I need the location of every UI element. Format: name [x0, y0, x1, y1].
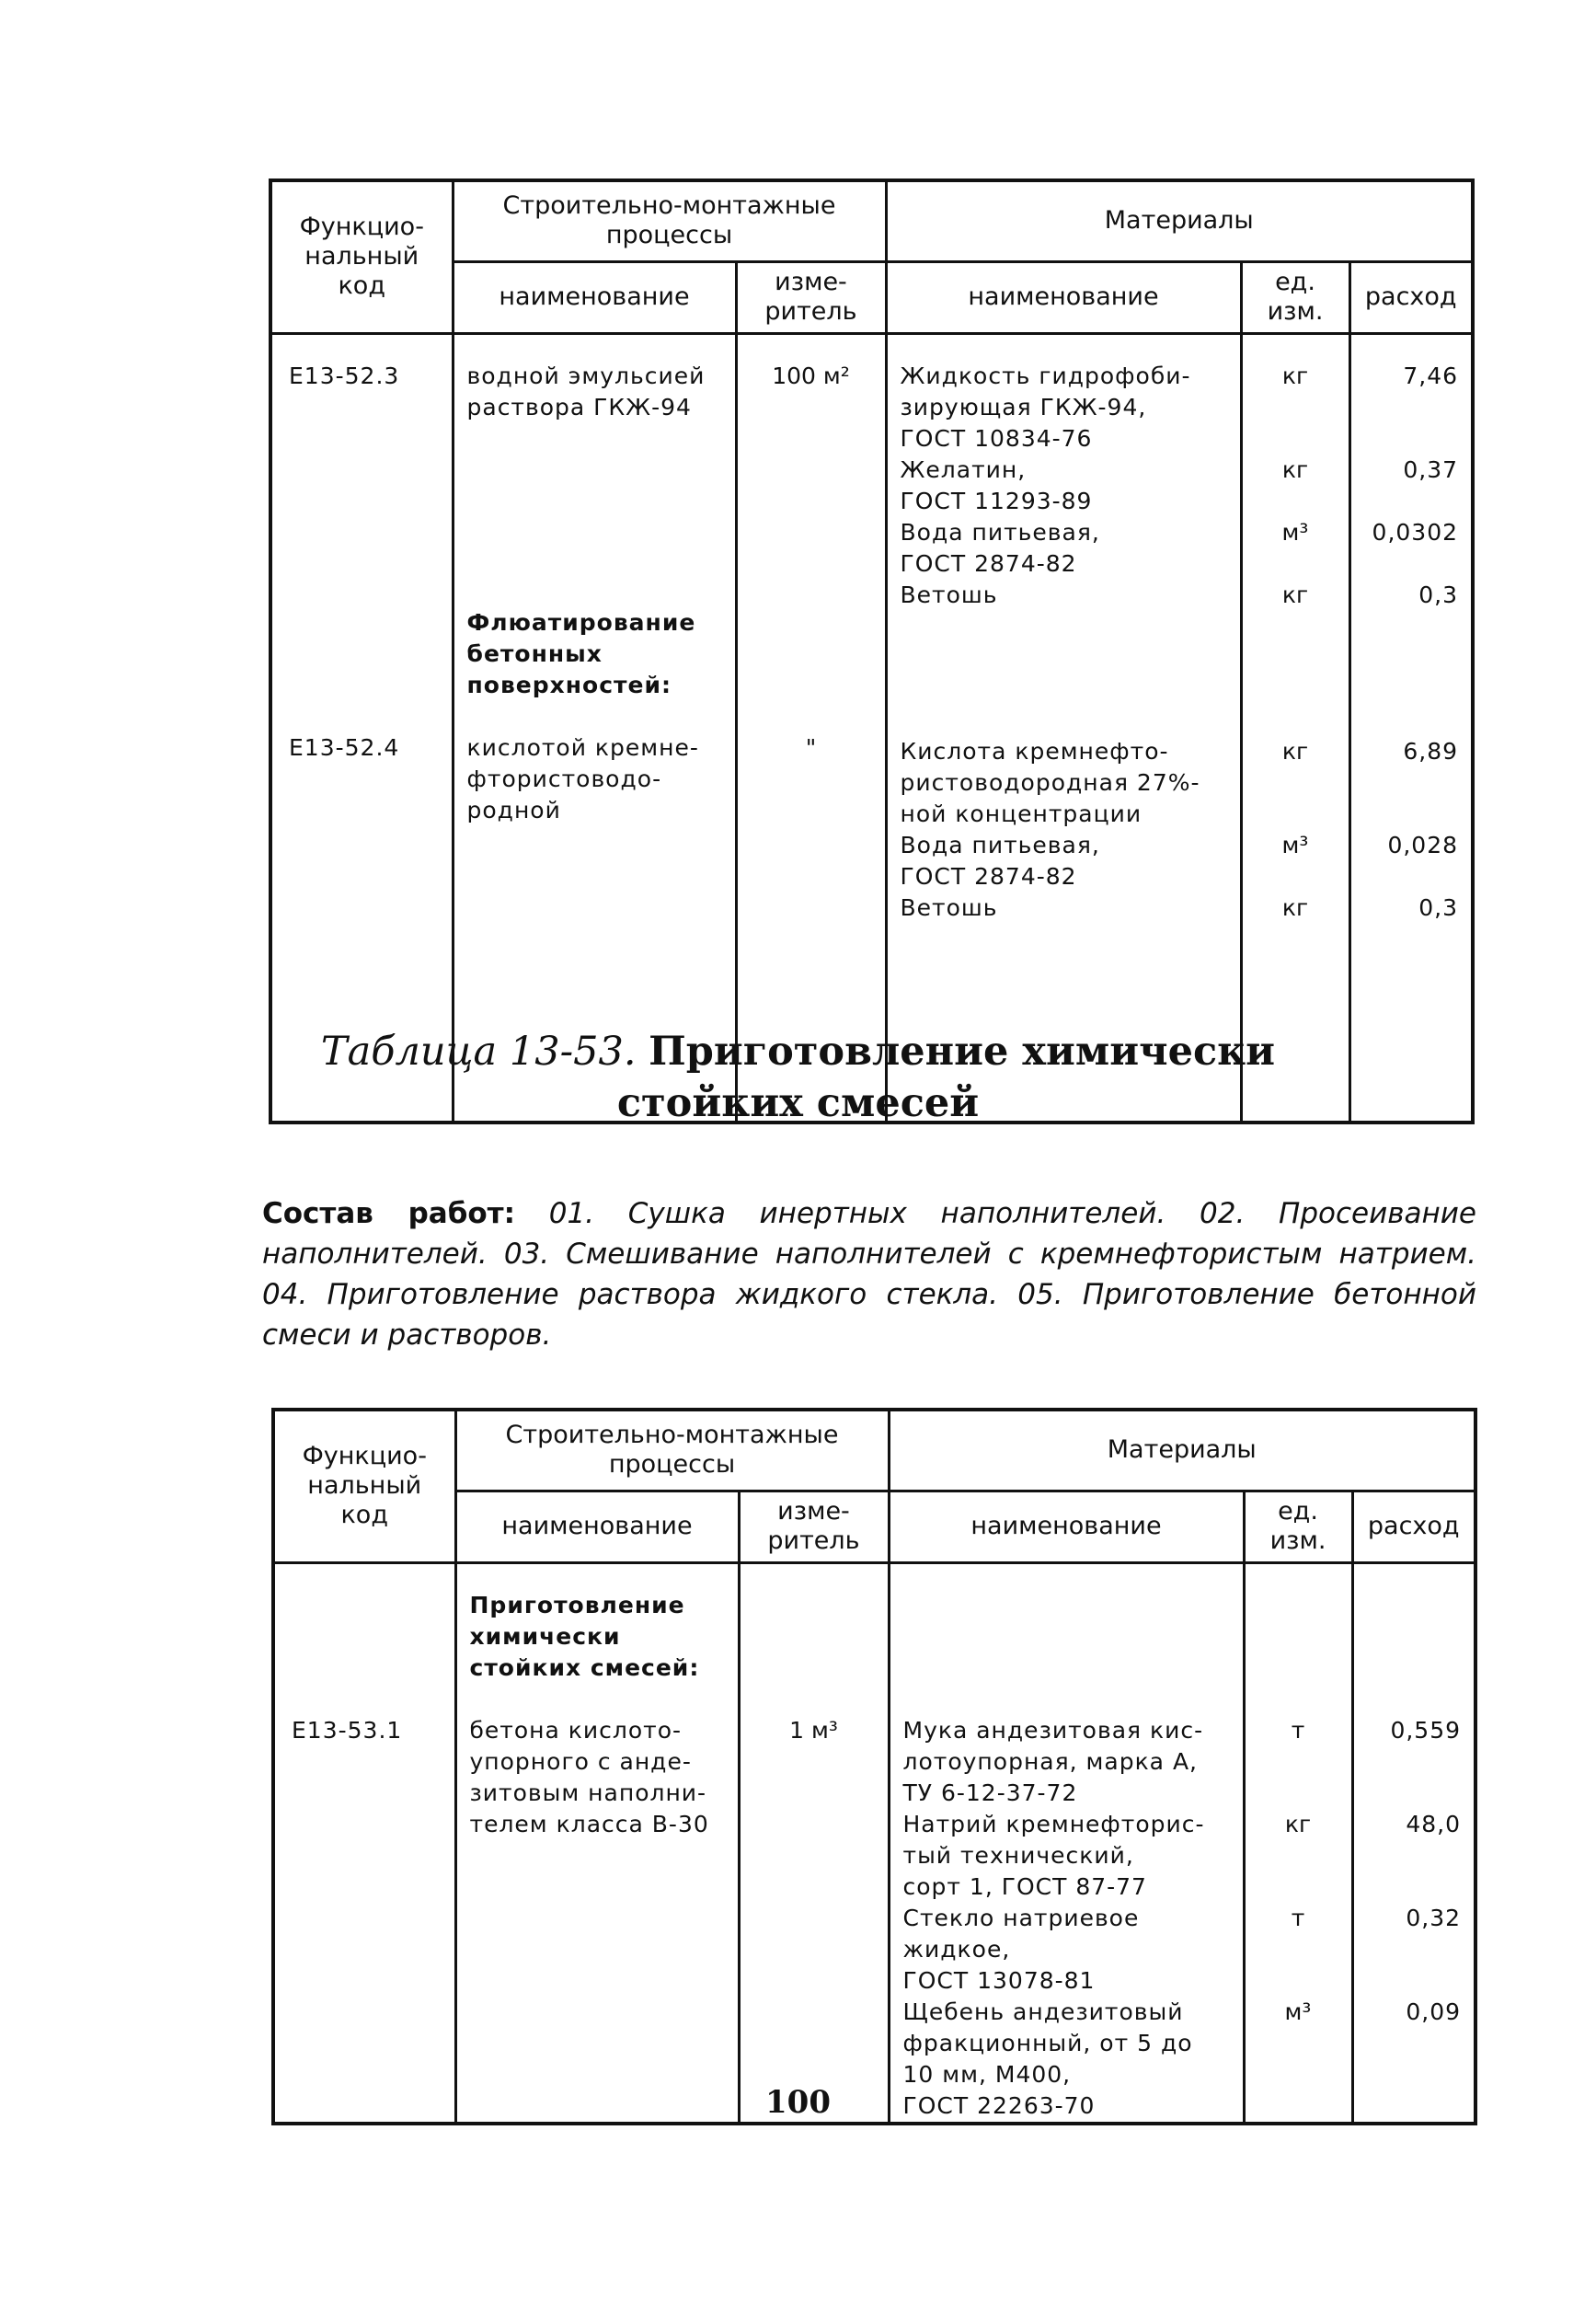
material-unit: т	[1291, 1716, 1305, 1744]
material-unit: кг	[1284, 1810, 1312, 1837]
material-rate: 0,37	[1403, 455, 1459, 483]
materials-table-13-53	[271, 1408, 1477, 2125]
process-name-cell	[455, 1562, 739, 2124]
header-material-unit: ед. изм.	[1244, 1491, 1352, 1562]
header-material-name: наименование	[886, 261, 1241, 333]
material-rate: 0,559	[1390, 1716, 1462, 1744]
material-name: Натрий кремнефторис- тый технический, сорт 1, ГОСТ 87-77	[902, 1810, 1205, 1900]
header-materials: Материалы	[889, 1410, 1475, 1491]
material-unit: м³	[1281, 831, 1309, 858]
table-row	[270, 333, 1473, 1123]
material-name: Стекло натриевое жидкое, ГОСТ 13078-81	[902, 1904, 1140, 1994]
header-material-name: наименование	[889, 1491, 1244, 1562]
material-rate: 0,3	[1418, 893, 1459, 921]
header-function-code: Функцио- нальный код	[270, 180, 453, 333]
caption-title: Приготовление химически	[649, 1029, 1276, 1075]
material-unit: м³	[1284, 1998, 1312, 2025]
material-name: Щебень андезитовый фракционный, от 5 до 10 мм, М400, ГОСТ 22263-70	[902, 1998, 1193, 2119]
works-label: Состав работ:	[262, 1197, 515, 1230]
material-rate: 7,46	[1403, 362, 1459, 389]
material-rate-cell	[1349, 333, 1473, 1123]
material-rate: 48,0	[1406, 1810, 1462, 1837]
row-code: Е13-52.3	[289, 362, 400, 389]
material-unit: т	[1291, 1904, 1305, 1931]
row-code: Е13-52.4	[289, 733, 400, 761]
table-caption	[0, 1026, 1596, 1129]
material-name-cell	[889, 1562, 1244, 2124]
code-cell	[270, 333, 453, 1123]
materials-table-13-52	[269, 178, 1475, 1124]
material-rate: 0,32	[1406, 1904, 1462, 1931]
process-name: водной эмульсией раствора ГКЖ-94	[466, 362, 706, 420]
material-name-cell	[886, 333, 1241, 1123]
header-materials: Материалы	[886, 180, 1473, 261]
header-material-rate: расход	[1352, 1491, 1475, 1562]
material-unit: кг	[1281, 737, 1309, 765]
row-code: Е13-53.1	[292, 1716, 403, 1744]
header-processes: Строительно-монтажные процессы	[453, 180, 886, 261]
material-name: Ветошь	[900, 581, 998, 608]
process-name-cell	[453, 333, 736, 1123]
material-unit: кг	[1281, 893, 1309, 921]
table-row	[273, 1562, 1475, 2124]
process-measure: 1 м³	[789, 1716, 838, 1744]
material-rate: 0,0302	[1372, 518, 1459, 546]
material-unit-cell	[1241, 333, 1349, 1123]
material-name: Вода питьевая, ГОСТ 2874-82	[900, 831, 1100, 890]
material-name: Ветошь	[900, 893, 998, 921]
material-name: Мука андезитовая кис- лотоупорная, марка А, ТУ 6-12-37-72	[902, 1716, 1204, 1806]
process-measure: 100 м²	[772, 362, 850, 389]
material-rate-cell	[1352, 1562, 1475, 2124]
section-heading: Приготовление химически стойких смесей:	[469, 1591, 700, 1681]
page-number: 100	[765, 2084, 831, 2121]
material-name: Жидкость гидрофоби- зирующая ГКЖ-94, ГОСТ 10834-76	[900, 362, 1191, 452]
header-processes: Строительно-монтажные процессы	[455, 1410, 889, 1491]
material-unit: кг	[1281, 362, 1309, 389]
measure-cell	[736, 333, 886, 1123]
process-name: бетона кислото- упорного с анде- зитовым наполни- телем класса В-30	[469, 1716, 709, 1837]
works-composition	[262, 1193, 1476, 1355]
material-name: Кислота кремнефто- ристоводородная 27%- ной концентрации	[900, 737, 1200, 827]
section-heading: Флюатирование бетонных поверхностей:	[466, 608, 696, 698]
material-unit: кг	[1281, 581, 1309, 608]
process-name: кислотой кремне- фтористоводо- родной	[466, 733, 699, 823]
material-unit-cell	[1244, 1562, 1352, 2124]
code-cell	[273, 1562, 455, 2124]
material-rate: 0,3	[1418, 581, 1459, 608]
material-unit: м³	[1281, 518, 1309, 546]
material-rate: 6,89	[1403, 737, 1459, 765]
material-rate: 0,028	[1387, 831, 1459, 858]
header-material-unit: ед. изм.	[1241, 261, 1349, 333]
material-rate: 0,09	[1406, 1998, 1462, 2025]
measure-cell	[739, 1562, 889, 2124]
material-name: Вода питьевая, ГОСТ 2874-82	[900, 518, 1100, 577]
process-measure: "	[805, 733, 817, 761]
header-process-measure: изме- ритель	[739, 1491, 889, 1562]
header-process-name: наименование	[455, 1491, 739, 1562]
header-material-rate: расход	[1349, 261, 1473, 333]
works-text: 01. Сушка инертных наполнителей. 02. Просеивание наполнителей. 03. Смешивание наполнителей с кремнефтористым натрием. 04. Приготовление раствора жидкого стекла. 05. Приготовление бетонной смеси и растворов.	[262, 1197, 1476, 1352]
material-name: Желатин, ГОСТ 11293-89	[900, 455, 1093, 514]
header-process-name: наименование	[453, 261, 736, 333]
caption-line-2: стойких смесей	[616, 1080, 980, 1126]
header-function-code: Функцио- нальный код	[273, 1410, 455, 1562]
material-unit: кг	[1281, 455, 1309, 483]
caption-line-1	[0, 1026, 1596, 1077]
caption-prefix: Таблица 13-53.	[320, 1029, 637, 1075]
header-process-measure: изме- ритель	[736, 261, 886, 333]
